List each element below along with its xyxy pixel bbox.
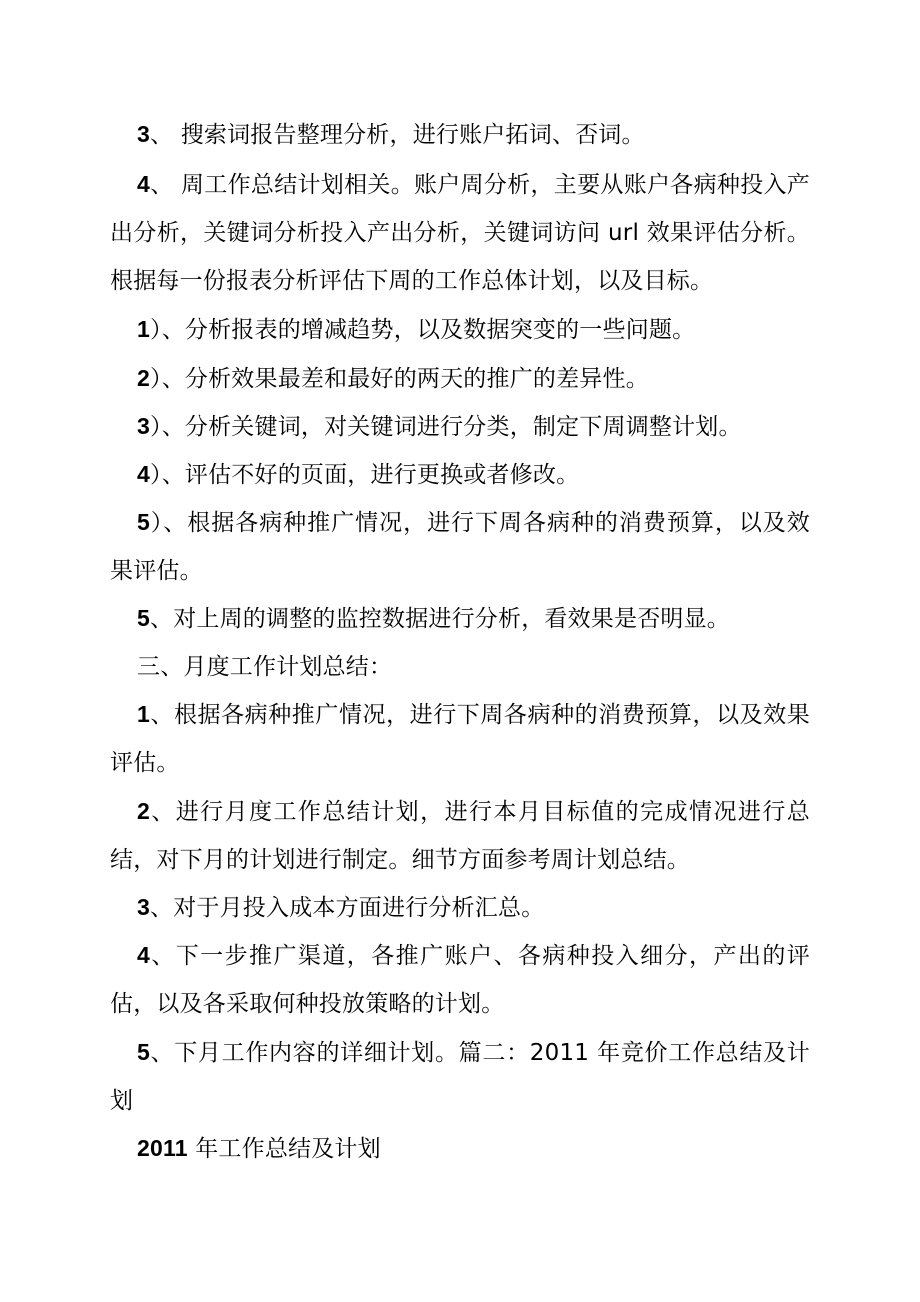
section-title-text: 年工作总结及计划 [187,1136,381,1162]
section-heading-monthly-plan [137,642,837,691]
item-number: 4 [137,461,150,487]
paragraph-text: 、进行月度工作总结计划，进行本月目标值的完成情况进行总结，对下月的计划进行制定。细节方面参考周计划总结。 [110,799,810,873]
paragraph-text: 、对于月投入成本方面进行分析汇总。 [150,895,545,921]
paragraph-text: ）、分析关键词，对关键词进行分类，制定下周调整计划。 [150,414,742,440]
item-number: 4 [137,942,150,968]
item-number: 2 [137,365,150,391]
item-number: 5 [137,509,150,535]
item-number: 3 [137,413,150,439]
paragraph-weekly-budget [110,498,810,595]
item-number: 5 [137,605,150,631]
item-number: 2 [137,798,150,824]
paragraph-text: ）、根据各病种推广情况，进行下周各病种的消费预算，以及效果评估。 [110,510,810,584]
paragraph-text: ）、分析报表的增减趋势，以及数据突变的一些问题。 [150,317,696,343]
paragraph-cost-analysis [110,883,810,932]
paragraph-next-channels [110,931,810,1028]
item-number: 3 [137,121,150,147]
paragraph-search-term-report [110,110,810,159]
item-number: 1 [137,701,150,727]
paragraph-best-worst-days [110,354,810,403]
paragraph-next-month-plan [110,1028,810,1125]
paragraph-monitoring-data [110,594,810,643]
paragraph-text: 、 搜索词报告整理分析，进行账户拓词、否词。 [150,122,645,148]
paragraph-text: 、下一步推广渠道，各推广账户、各病种投入细分，产出的评估，以及各采取何种投放策略的计划。 [110,943,810,1017]
year-number: 2011 [137,1135,188,1161]
paragraph-text: 、对上周的调整的监控数据进行分析，看效果是否明显。 [150,606,730,632]
paragraph-keyword-analysis [110,402,810,451]
paragraph-text: 、根据各病种推广情况，进行下周各病种的消费预算，以及效果评估。 [110,702,810,776]
item-number: 3 [137,894,150,920]
paragraph-text: ）、评估不好的页面，进行更换或者修改。 [150,462,580,488]
section-title-2011-summary [110,1124,810,1173]
paragraph-text: 、下月工作内容的详细计划。篇二：2011 年竞价工作总结及计划 [110,1040,810,1114]
item-number: 4 [137,171,150,197]
paragraph-text: ）、分析效果最差和最好的两天的推广的差异性。 [150,366,649,392]
paragraph-text: 、 周工作总结计划相关。账户周分析，主要从账户各病种投入产出分析，关键词分析投入产出分析，关键词访问 url 效果评估分析。根据每一份报表分析评估下周的工作总体计划，以及目标。 [110,172,810,294]
paragraph-page-evaluation [110,450,810,499]
paragraph-monthly-summary [110,787,810,884]
paragraph-monthly-budget [110,690,810,787]
paragraph-weekly-summary [110,160,810,305]
section-heading-text: 三、月度工作计划总结： [137,654,393,680]
paragraph-report-trend [110,305,810,354]
item-number: 5 [137,1039,150,1065]
item-number: 1 [137,316,150,342]
